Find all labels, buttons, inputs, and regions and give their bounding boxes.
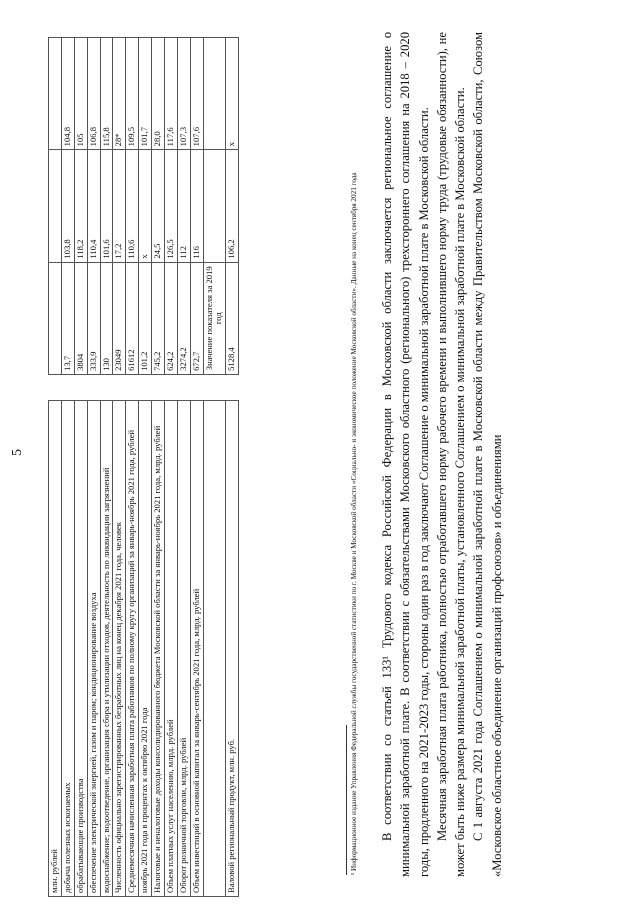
value-cell: 130 [100, 262, 113, 374]
percent-prev-cell: 101,7 [139, 38, 152, 150]
statistics-table [48, 37, 239, 897]
table-row [113, 38, 126, 897]
percent-cell: х [139, 150, 152, 262]
row-label-cell: добыча полезных ископаемых [61, 400, 74, 896]
value-cell: 333,9 [87, 262, 100, 374]
percent-cell: 112 [177, 150, 190, 262]
percent-cell: 106,2 [226, 150, 239, 262]
percent-cell: 17,2 [113, 150, 126, 262]
spacer-cell [100, 374, 113, 400]
row-label-cell: Объем платных услуг населению, млрд. рублей [164, 400, 177, 896]
percent-cell: 110,4 [87, 150, 100, 262]
row-label-cell: Объем инвестиций в основной капитал за январь-сентябрь 2021 года, млрд. рублей [190, 400, 203, 896]
spacer-cell [203, 374, 226, 400]
body-text [378, 32, 506, 877]
value-cell: 61612 [126, 262, 139, 374]
spacer-cell [49, 374, 62, 400]
row-label-cell: Оборот розничной торговли, млрд. рублей [177, 400, 190, 896]
paragraph: В соответствии со статьей 133¹ Трудового кодекса Российской Федерации в Московской области заключается региональное соглашение о минимальной заработной плате. В соответствии с обязательствами Московского областного (регионального) трехстороннего соглашения на 2018 – 2020 годы, продленного на 2021-2023 годы, стороны один раз в год заключают Соглашение о минимальной заработной плате в Московской области. [380, 32, 431, 877]
table-row [152, 38, 165, 897]
value-cell: 3804 [74, 262, 87, 374]
percent-cell [49, 150, 62, 262]
table-row [126, 38, 139, 897]
percent-prev-cell: 117,6 [164, 38, 177, 150]
percent-prev-cell: 28,0 [152, 38, 165, 150]
spacer-cell [190, 374, 203, 400]
spacer-cell [74, 374, 87, 400]
footnote: ¹ Информационное издание Управления Федеральной службы государственной статистики по г. Москве и Московской области «Социально- и экономическое положение Московской области». Данные на конец сентября 2021 года [350, 172, 358, 875]
percent-prev-cell [203, 38, 226, 150]
row-label-cell: обеспечение электрической энергией, газом и паром; кондиционирование воздуха [87, 400, 100, 896]
spacer-cell [177, 374, 190, 400]
percent-prev-cell: х [226, 38, 239, 150]
spacer-cell [139, 374, 152, 400]
percent-prev-cell: 104,8 [61, 38, 74, 150]
percent-prev-cell: 115,8 [100, 38, 113, 150]
percent-cell: 110,6 [126, 150, 139, 262]
row-label-cell: Среднемесячная начисленная заработная плата работников по полному кругу организаций за январь-ноябрь 2021 года, рублей [126, 400, 139, 896]
percent-prev-cell: 109,5 [126, 38, 139, 150]
table-row [74, 38, 87, 897]
table-row [203, 38, 226, 897]
paragraph: Месячная заработная плата работника, полностью отработавшего норму рабочего времени и выполнившего норму труда (трудовые обязанности), не может быть ниже размера минимальной заработной платы, установленного Соглашением о минимальной заработной плате в Московской области. [434, 32, 467, 877]
row-label-cell: Численность официально зарегистрированных безработных лиц на конец декабря 2021 года, человек [113, 400, 126, 896]
row-label-cell: Налоговые и неналоговые доходы консолидированного бюджета Московской области за январь-ноябрь 2021 года, млрд. рублей [152, 400, 165, 896]
spacer-cell [152, 374, 165, 400]
percent-prev-cell: 105 [74, 38, 87, 150]
row-label-cell [203, 400, 226, 896]
spacer-cell [226, 374, 239, 400]
value-cell: Значение показателя за 2019 год [203, 262, 226, 374]
row-label-cell: обрабатывающие производства [74, 400, 87, 896]
table-row [87, 38, 100, 897]
table-row [139, 38, 152, 897]
page-number: 5 [10, 449, 25, 456]
row-label-cell: ноябрь 2021 года в процентах к октябрю 2021 года [139, 400, 152, 896]
percent-cell [203, 150, 226, 262]
value-cell: 745,2 [152, 262, 165, 374]
value-cell: 23049 [113, 262, 126, 374]
table-row [100, 38, 113, 897]
percent-prev-cell: 28* [113, 38, 126, 150]
table-row [226, 38, 239, 897]
table-row [190, 38, 203, 897]
row-label-cell: млн. рублей [49, 400, 62, 896]
spacer-cell [164, 374, 177, 400]
spacer-cell [113, 374, 126, 400]
percent-cell: 101,6 [100, 150, 113, 262]
row-label-cell: водоснабжение; водоотведение, организация сбора и утилизации отходов, деятельность по ликвидации загрязнений [100, 400, 113, 896]
percent-cell: 24,5 [152, 150, 165, 262]
footnote-divider [346, 725, 347, 875]
percent-cell: 126,5 [164, 150, 177, 262]
percent-prev-cell: 106,8 [87, 38, 100, 150]
spacer-cell [61, 374, 74, 400]
percent-prev-cell: 107,6 [190, 38, 203, 150]
table-row [49, 38, 62, 897]
value-cell: 13,7 [61, 262, 74, 374]
table-row [164, 38, 177, 897]
percent-prev-cell: 107,3 [177, 38, 190, 150]
row-label-cell: Валовой региональный продукт, млн. руб. [226, 400, 239, 896]
value-cell: 101,2 [139, 262, 152, 374]
spacer-cell [87, 374, 100, 400]
value-cell [49, 262, 62, 374]
table-row [61, 38, 74, 897]
percent-cell: 118,2 [74, 150, 87, 262]
paragraph: С 1 августа 2021 года Соглашением о минимальной заработной плате в Московской области между Правительством Московской области, Союзом «Московское областное объединение организаций профсоюзов» и объединениями [471, 32, 504, 877]
percent-prev-cell [49, 38, 62, 150]
percent-cell: 116 [190, 150, 203, 262]
value-cell: 624,2 [164, 262, 177, 374]
spacer-cell [126, 374, 139, 400]
value-cell: 672,7 [190, 262, 203, 374]
table-row [177, 38, 190, 897]
percent-cell: 103,8 [61, 150, 74, 262]
value-cell: 5128,4 [226, 262, 239, 374]
value-cell: 3274,2 [177, 262, 190, 374]
